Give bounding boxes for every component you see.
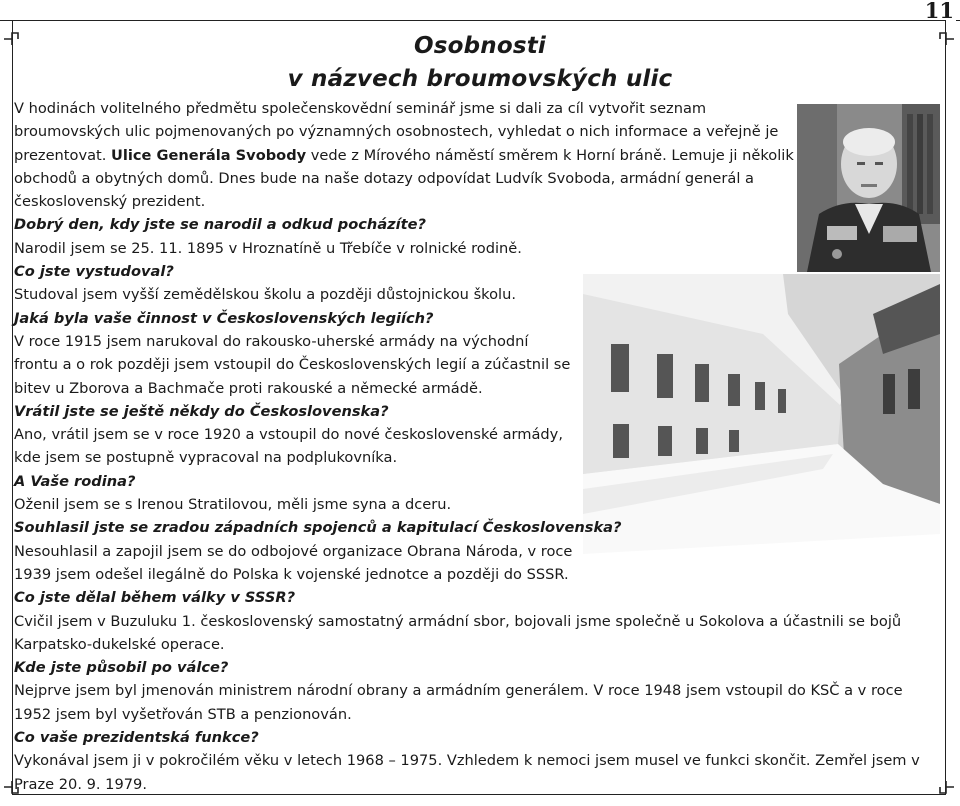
question: Co vaše prezidentská funkce? — [14, 729, 259, 747]
answer: Vykonával jsem ji v pokročilém věku v letech 1968 – 1975. Vzhledem k nemoci jsem musel ve funkci skončit. Zemřel jsem v Praze 20. 9. 1979. — [14, 752, 920, 793]
question: Souhlasil jste se zradou západních spojenců a kapitulací Československa? — [14, 519, 622, 537]
article-title-line1: Osobnosti — [413, 33, 547, 59]
answer: Nesouhlasil a zapojil jsem se do odbojové organizace Obrana Národa, v roce 1939 jsem odešel ilegálně do Polska k vojenské jednotce a později do SSSR. — [14, 542, 573, 583]
page-number: 11 — [924, 0, 954, 23]
question: Vrátil jste se ještě někdy do Československa? — [14, 402, 389, 420]
answer: Cvičil jsem v Buzuluku 1. československý samostatný armádní sbor, bojovali jsme společně u Sokolova a účastnili se bojů Karpatsko-dukelské operace. — [14, 612, 902, 653]
answer: Ano, vrátil jsem se v roce 1920 a vstoupil do nové československé armády, kde jsem se postupně vypracoval na podplukovníka. — [14, 426, 563, 467]
question: Kde jste působil po válce? — [14, 659, 229, 677]
answer: Narodil jsem se 25. 11. 1895 v Hroznatíně u Třebíče v rolnické rodině. — [14, 239, 522, 257]
question: Co jste vystudoval? — [14, 263, 174, 281]
street-name-highlight: Ulice Generála Svobody — [111, 146, 307, 164]
article-title-line2: v názvech broumovských ulic — [287, 66, 673, 92]
intro-paragraph — [14, 97, 794, 213]
article-body — [14, 97, 940, 796]
question: A Vaše rodina? — [14, 472, 136, 490]
question: Dobrý den, kdy jste se narodil a odkud pocházíte? — [14, 216, 427, 234]
answer: Studoval jsem vyšší zemědělskou školu a později důstojnickou školu. — [14, 286, 516, 304]
answer: Nejprve jsem byl jmenován ministrem národní obrany a armádním generálem. V roce 1948 jsem vstoupil do KSČ a v roce 1952 jsem byl vyšetřován STB a penzionován. — [14, 682, 903, 723]
intro-text-a: V hodinách volitelného předmětu společenskovědní seminář jsme si dali za cíl vytvořit seznam broumovských ulic pojmenovaných po významných osobnostech, vyhledat o nich informace a veřejně je prezentovat. — [14, 100, 779, 164]
question: Co jste dělal během války v SSSR? — [14, 589, 296, 607]
answer: Oženil jsem se s Irenou Stratilovou, měli jsme syna a dceru. — [14, 496, 452, 514]
answer: V roce 1915 jsem narukoval do rakousko-uherské armády na východní frontu a o rok později jsem vstoupil do Československých legií a zúčastnil se bitev u Zborova a Bachmače proti rakouské a německé armádě. — [14, 332, 571, 397]
question: Jaká byla vaše činnost v Československých legiích? — [14, 309, 434, 327]
intro-text-b: vede z Mírového náměstí směrem k Horní bráně. Lemuje ji několik obchodů a obytných domů. Dnes bude na naše dotazy odpovídat Ludvík Svoboda, armádní generál a československý prezident. — [14, 146, 794, 211]
